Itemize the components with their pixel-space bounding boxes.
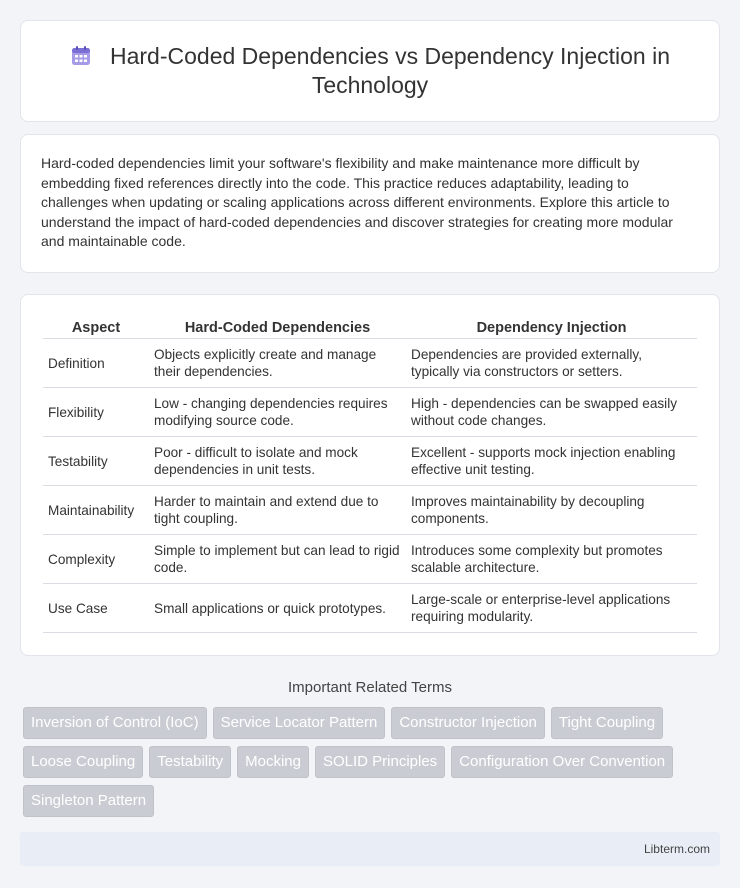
cell-dependency-injection: Excellent - supports mock injection enabling effective unit testing. [406,437,697,486]
term-tag[interactable]: Testability [149,746,231,778]
related-terms-list [20,707,720,817]
table-row [43,535,697,584]
footer [20,832,720,866]
calendar-icon [70,45,92,67]
cell-aspect: Maintainability [43,486,149,535]
term-tag[interactable]: Singleton Pattern [23,785,154,817]
table-row [43,437,697,486]
table-header-row [43,317,697,339]
term-tag[interactable]: Service Locator Pattern [213,707,386,739]
term-tag[interactable]: Inversion of Control (IoC) [23,707,207,739]
comparison-card [20,294,720,656]
header-hard-coded: Hard-Coded Dependencies [149,317,406,339]
cell-aspect: Use Case [43,584,149,633]
cell-dependency-injection: Large-scale or enterprise-level applications requiring modularity. [406,584,697,633]
cell-hard-coded: Simple to implement but can lead to rigid code. [149,535,406,584]
term-tag[interactable]: Constructor Injection [391,707,545,739]
term-tag[interactable]: SOLID Principles [315,746,445,778]
cell-hard-coded: Poor - difficult to isolate and mock dependencies in unit tests. [149,437,406,486]
table-row [43,339,697,388]
header-aspect: Aspect [43,317,149,339]
cell-hard-coded: Harder to maintain and extend due to tight coupling. [149,486,406,535]
term-tag[interactable]: Tight Coupling [551,707,663,739]
table-row [43,486,697,535]
term-tag[interactable]: Configuration Over Convention [451,746,673,778]
cell-dependency-injection: Improves maintainability by decoupling components. [406,486,697,535]
cell-aspect: Testability [43,437,149,486]
term-tag[interactable]: Loose Coupling [23,746,143,778]
intro-card [20,134,720,273]
table-row [43,584,697,633]
header-dependency-injection: Dependency Injection [406,317,697,339]
cell-aspect: Complexity [43,535,149,584]
cell-dependency-injection: Dependencies are provided externally, typically via constructors or setters. [406,339,697,388]
table-row [43,388,697,437]
cell-hard-coded: Low - changing dependencies requires modifying source code. [149,388,406,437]
comparison-table [43,317,697,633]
page-title [61,42,679,100]
page-title-text: Hard-Coded Dependencies vs Dependency Injection in Technology [109,43,670,98]
title-card [20,20,720,122]
cell-dependency-injection: High - dependencies can be swapped easily without code changes. [406,388,697,437]
cell-aspect: Definition [43,339,149,388]
cell-aspect: Flexibility [43,388,149,437]
cell-hard-coded: Objects explicitly create and manage their dependencies. [149,339,406,388]
footer-brand-link[interactable]: Libterm.com [643,841,710,856]
term-tag[interactable]: Mocking [237,746,309,778]
cell-hard-coded: Small applications or quick prototypes. [149,584,406,633]
cell-dependency-injection: Introduces some complexity but promotes scalable architecture. [406,535,697,584]
related-terms-heading: Important Related Terms [288,678,452,696]
intro-text: Hard-coded dependencies limit your software's flexibility and make maintenance more difficult by embedding fixed references directly into the code. This practice reduces adaptability, leading to challenges when updating or scaling applications across different environments. Explore this article to understand the impact of hard-coded dependencies and discover strategies for creating more modular and maintainable code. [41,155,673,250]
